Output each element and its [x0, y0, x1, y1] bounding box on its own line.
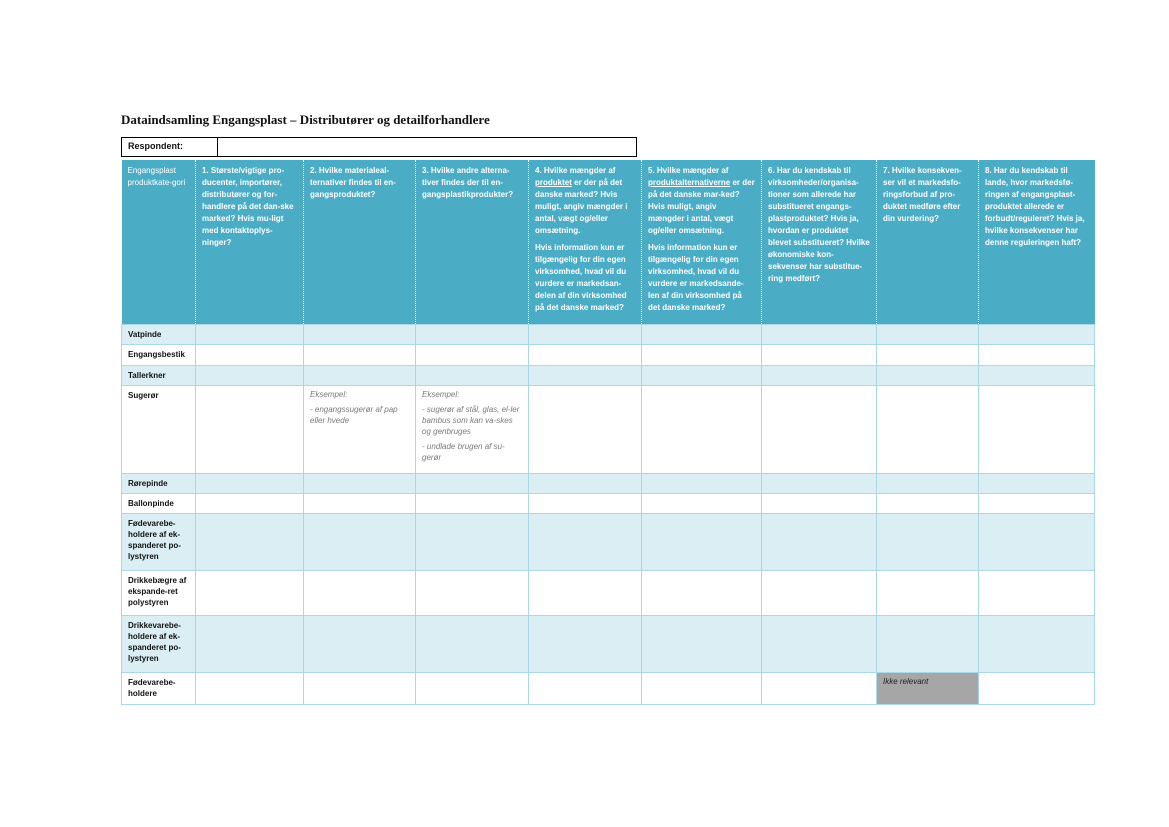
- table-row: [122, 616, 1095, 673]
- answer-cell[interactable]: [196, 494, 304, 514]
- answer-cell[interactable]: [877, 474, 979, 494]
- answer-cell[interactable]: [642, 673, 762, 705]
- answer-cell[interactable]: [529, 494, 642, 514]
- underlined-term: produktalternativerne: [648, 178, 731, 187]
- answer-cell[interactable]: [762, 474, 877, 494]
- answer-cell[interactable]: [196, 616, 304, 673]
- answer-cell[interactable]: [762, 494, 877, 514]
- underlined-term: produktet: [535, 178, 572, 187]
- answer-cell[interactable]: [642, 514, 762, 571]
- header-question-5: 5. Hvilke mængder af produktalternativerne er der på det danske mar-ked? Hvis muligt, angiv mængder i antal, vægt og/eller omsætning. Hvis information kun er tilgængelig for din egen virksomhed, hvad vil du vurdere er markedsande-len af din virksomhed på det danske marked?: [642, 160, 762, 325]
- respondent-field[interactable]: [218, 138, 636, 156]
- answer-cell[interactable]: [762, 386, 877, 474]
- answer-cell[interactable]: [877, 386, 979, 474]
- respondent-box: [121, 137, 637, 157]
- answer-cell[interactable]: [979, 616, 1095, 673]
- answer-cell[interactable]: [304, 325, 416, 345]
- answer-cell[interactable]: [979, 494, 1095, 514]
- answer-cell[interactable]: [762, 571, 877, 616]
- row-category: Drikkevarebe-holdere af ek-spanderet po-lystyren: [122, 616, 196, 673]
- row-category: Ballonpinde: [122, 494, 196, 514]
- table-row: [122, 386, 1095, 474]
- answer-cell[interactable]: [877, 514, 979, 571]
- answer-cell[interactable]: [196, 571, 304, 616]
- answer-cell[interactable]: [529, 514, 642, 571]
- answer-cell[interactable]: [196, 514, 304, 571]
- answer-cell[interactable]: [762, 366, 877, 386]
- answer-cell[interactable]: [196, 366, 304, 386]
- header-question-2: 2. Hvilke materialeal-ternativer findes til en-gangsproduktet?: [304, 160, 416, 325]
- answer-cell[interactable]: [877, 366, 979, 386]
- answer-cell[interactable]: [304, 673, 416, 705]
- answer-cell[interactable]: [979, 571, 1095, 616]
- table-header-row: [122, 160, 1095, 325]
- answer-cell[interactable]: [304, 474, 416, 494]
- row-category: Fødevarebe-holdere af ek-spanderet po-lystyren: [122, 514, 196, 571]
- table-row: [122, 366, 1095, 386]
- answer-cell[interactable]: [196, 673, 304, 705]
- answer-cell[interactable]: [762, 616, 877, 673]
- table-row: [122, 325, 1095, 345]
- answer-cell[interactable]: [642, 616, 762, 673]
- answer-cell[interactable]: [979, 366, 1095, 386]
- answer-cell[interactable]: [762, 514, 877, 571]
- answer-cell[interactable]: [877, 571, 979, 616]
- answer-cell[interactable]: [979, 386, 1095, 474]
- table-row: [122, 494, 1095, 514]
- answer-cell[interactable]: [196, 474, 304, 494]
- answer-cell[interactable]: [304, 366, 416, 386]
- answer-cell[interactable]: [642, 366, 762, 386]
- answer-cell[interactable]: [416, 366, 529, 386]
- row-category: Sugerør: [122, 386, 196, 474]
- answer-cell[interactable]: [529, 386, 642, 474]
- header-question-3: 3. Hvilke andre alterna-tiver findes der til en-gangsplastikprodukter?: [416, 160, 529, 325]
- answer-cell[interactable]: [979, 325, 1095, 345]
- table-row: [122, 345, 1095, 366]
- answer-cell[interactable]: [529, 571, 642, 616]
- data-collection-table: [121, 160, 1095, 705]
- answer-cell[interactable]: [196, 345, 304, 366]
- answer-cell[interactable]: [196, 325, 304, 345]
- example-cell[interactable]: Eksempel: - engangssugerør af pap eller hvede: [304, 386, 416, 474]
- answer-cell[interactable]: [529, 325, 642, 345]
- table-row: [122, 673, 1095, 705]
- row-category: Rørepinde: [122, 474, 196, 494]
- answer-cell[interactable]: [762, 325, 877, 345]
- answer-cell[interactable]: [416, 494, 529, 514]
- row-category: Tallerkner: [122, 366, 196, 386]
- answer-cell[interactable]: [416, 616, 529, 673]
- row-category: Drikkebægre af ekspande-ret polystyren: [122, 571, 196, 616]
- answer-cell[interactable]: [877, 494, 979, 514]
- answer-cell[interactable]: [529, 616, 642, 673]
- row-category: Fødevarebe-holdere: [122, 673, 196, 705]
- answer-cell[interactable]: [642, 474, 762, 494]
- table-row: [122, 474, 1095, 494]
- answer-cell[interactable]: [762, 345, 877, 366]
- header-category: Engangsplast produktkate-gori: [122, 160, 196, 325]
- table-row: [122, 514, 1095, 571]
- answer-cell[interactable]: [196, 386, 304, 474]
- answer-cell[interactable]: [304, 616, 416, 673]
- answer-cell[interactable]: [642, 571, 762, 616]
- answer-cell[interactable]: [642, 386, 762, 474]
- answer-cell[interactable]: [979, 474, 1095, 494]
- header-question-8: 8. Har du kendskab til lande, hvor markedsfø-ringen af engangsplast-produktet allerede er forbudt/reguleret? Hvis ja, hvilke konsekvenser har denne reguleringen haft?: [979, 160, 1095, 325]
- answer-cell[interactable]: [877, 325, 979, 345]
- document-title: Dataindsamling Engangsplast – Distributører og detailforhandlere: [121, 112, 490, 127]
- answer-cell[interactable]: [416, 514, 529, 571]
- header-question-1: 1. Største/vigtige pro-ducenter, importører, distributører og for-handlere på det dan-ske marked? Hvis mu-ligt med kontaktoplys-ninger?: [196, 160, 304, 325]
- answer-cell[interactable]: [416, 571, 529, 616]
- answer-cell[interactable]: [529, 474, 642, 494]
- answer-cell[interactable]: [642, 345, 762, 366]
- answer-cell[interactable]: [642, 494, 762, 514]
- answer-cell[interactable]: [529, 345, 642, 366]
- answer-cell[interactable]: [877, 345, 979, 366]
- answer-cell[interactable]: [529, 673, 642, 705]
- answer-cell[interactable]: [642, 325, 762, 345]
- answer-cell[interactable]: [304, 514, 416, 571]
- respondent-label: Respondent:: [122, 138, 218, 156]
- answer-cell[interactable]: [304, 571, 416, 616]
- answer-cell[interactable]: [979, 345, 1095, 366]
- header-question-6: 6. Har du kendskab til virksomheder/organisa-tioner som allerede har substitueret engangs-plastproduktet? Hvis ja, hvordan er produktet blevet substitueret? Hvilke økonomiske kon-sekvenser har substitue-ring medført?: [762, 160, 877, 325]
- header-question-7: 7. Hvilke konsekven-ser vil et markedsfo-ringsforbud af pro-duktet medføre efter din vurdering?: [877, 160, 979, 325]
- answer-cell[interactable]: [304, 345, 416, 366]
- answer-cell[interactable]: [877, 616, 979, 673]
- answer-cell[interactable]: [529, 366, 642, 386]
- header-question-4: 4. Hvilke mængder af produktet er der på det danske marked? Hvis muligt, angiv mængder i antal, vægt og/eller omsætning. Hvis information kun er tilgængelig for din egen virksomhed, hvad vil du vurdere er markedsan-delen af din virksomhed på det danske marked?: [529, 160, 642, 325]
- answer-cell[interactable]: [416, 474, 529, 494]
- table-row: [122, 571, 1095, 616]
- answer-cell[interactable]: [762, 673, 877, 705]
- answer-cell[interactable]: [304, 494, 416, 514]
- not-relevant-cell: Ikke relevant: [877, 673, 979, 705]
- example-cell[interactable]: Eksempel: - sugerør af stål, glas, el-ler bambus som kan va-skes og genbruges - undlade brugen af su-gerør: [416, 386, 529, 474]
- answer-cell[interactable]: [416, 673, 529, 705]
- answer-cell[interactable]: [416, 325, 529, 345]
- answer-cell[interactable]: [979, 514, 1095, 571]
- row-category: Vatpinde: [122, 325, 196, 345]
- answer-cell[interactable]: [416, 345, 529, 366]
- row-category: Engangsbestik: [122, 345, 196, 366]
- answer-cell[interactable]: [979, 673, 1095, 705]
